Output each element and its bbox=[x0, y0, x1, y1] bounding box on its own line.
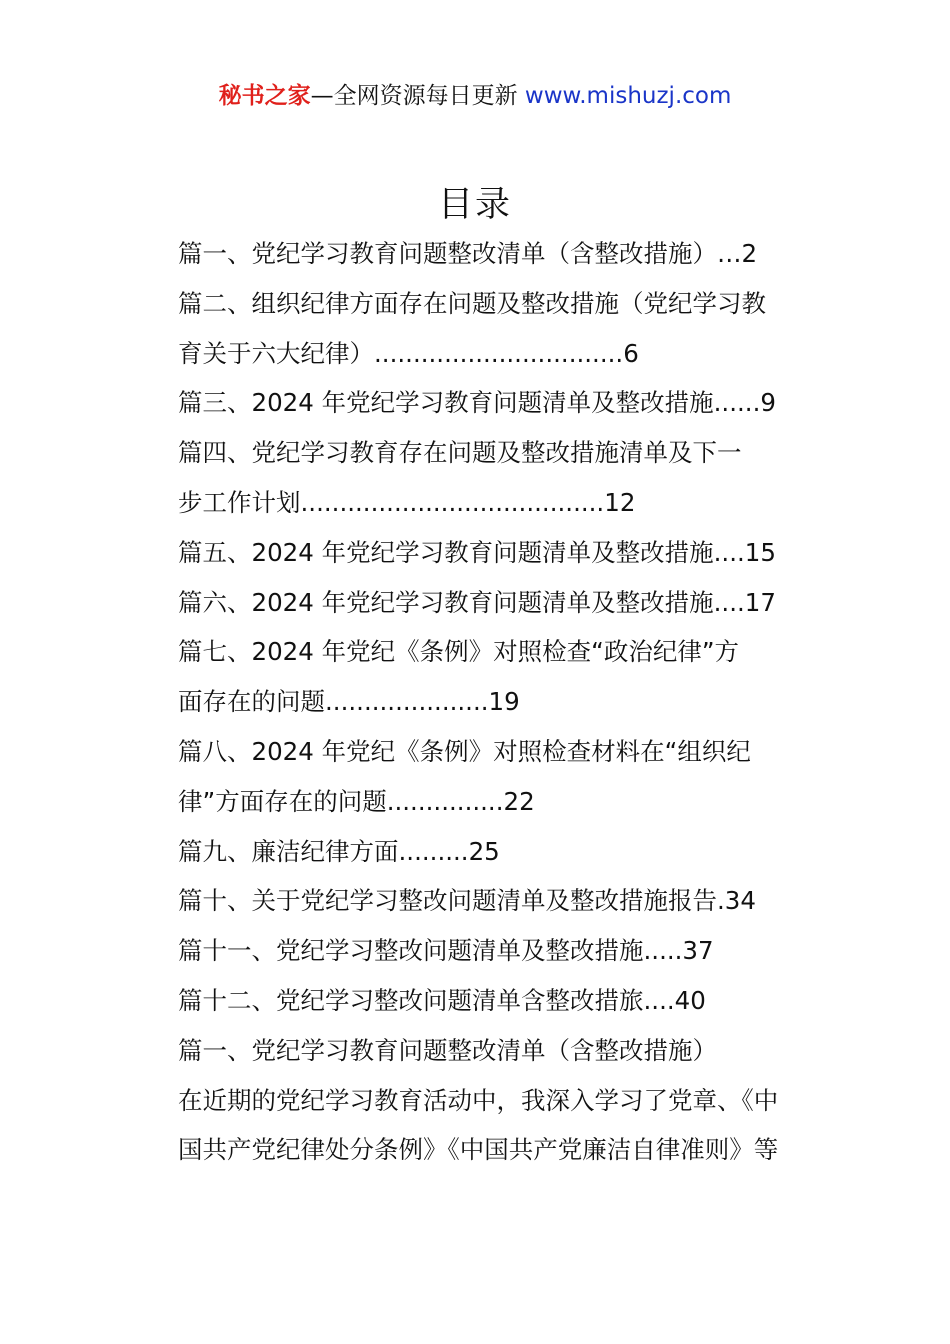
body-paragraph-line-2: 国共产党纪律处分条例》《中国共产党廉洁自律准则》等 bbox=[178, 1135, 779, 1165]
toc-title: 目录 bbox=[437, 185, 512, 225]
header-tagline: —全网资源每日更新 bbox=[310, 83, 525, 109]
site-url-link[interactable]: www.mishuzj.com bbox=[524, 83, 732, 109]
section-heading: 篇一、党纪学习教育问题整改清单（含整改措施） bbox=[178, 1035, 717, 1065]
toc-entry-2-part-2[interactable]: 育关于六大纪律）................................6 bbox=[178, 338, 639, 368]
toc-entry-5[interactable]: 篇五、2024 年党纪学习教育问题清单及整改措施....15 bbox=[178, 537, 776, 567]
toc-entry-11[interactable]: 篇十一、党纪学习整改问题清单及整改措施.....37 bbox=[178, 936, 714, 966]
toc-entry-4-part-2[interactable]: 步工作计划.......................................12 bbox=[178, 487, 636, 517]
toc-entry-1[interactable]: 篇一、党纪学习教育问题整改清单（含整改措施）…2 bbox=[178, 239, 758, 268]
toc-entry-7-part-2[interactable]: 面存在的问题.....................19 bbox=[178, 687, 520, 717]
site-header bbox=[0, 80, 950, 112]
body-paragraph-line-1: 在近期的党纪学习教育活动中，我深入学习了党章、《中 bbox=[178, 1085, 779, 1115]
toc-entry-10[interactable]: 篇十、关于党纪学习整改问题清单及整改措施报告.34 bbox=[178, 886, 756, 916]
toc-entry-2-part-1[interactable]: 篇二、组织纪律方面存在问题及整改措施（党纪学习教 bbox=[178, 288, 766, 318]
toc-entry-3[interactable]: 篇三、2024 年党纪学习教育问题清单及整改措施......9 bbox=[178, 388, 776, 418]
toc-entry-8-part-1[interactable]: 篇八、2024 年党纪《条例》对照检查材料在“组织纪 bbox=[178, 736, 751, 766]
toc-entry-9[interactable]: 篇九、廉洁纪律方面.........25 bbox=[178, 836, 500, 866]
toc-entry-7-part-1[interactable]: 篇七、2024 年党纪《条例》对照检查“政治纪律”方 bbox=[178, 637, 740, 667]
toc-entry-8-part-2[interactable]: 律”方面存在的问题...............22 bbox=[178, 786, 535, 816]
brand-name: 秘书之家 bbox=[218, 83, 311, 109]
toc-entry-12[interactable]: 篇十二、党纪学习整改问题清单含整改措旅....40 bbox=[178, 985, 706, 1015]
document-body bbox=[178, 229, 878, 1175]
toc-entry-4-part-1[interactable]: 篇四、党纪学习教育存在问题及整改措施清单及下一 bbox=[178, 438, 742, 468]
toc-entry-6[interactable]: 篇六、2024 年党纪学习教育问题清单及整改措施....17 bbox=[178, 587, 776, 617]
